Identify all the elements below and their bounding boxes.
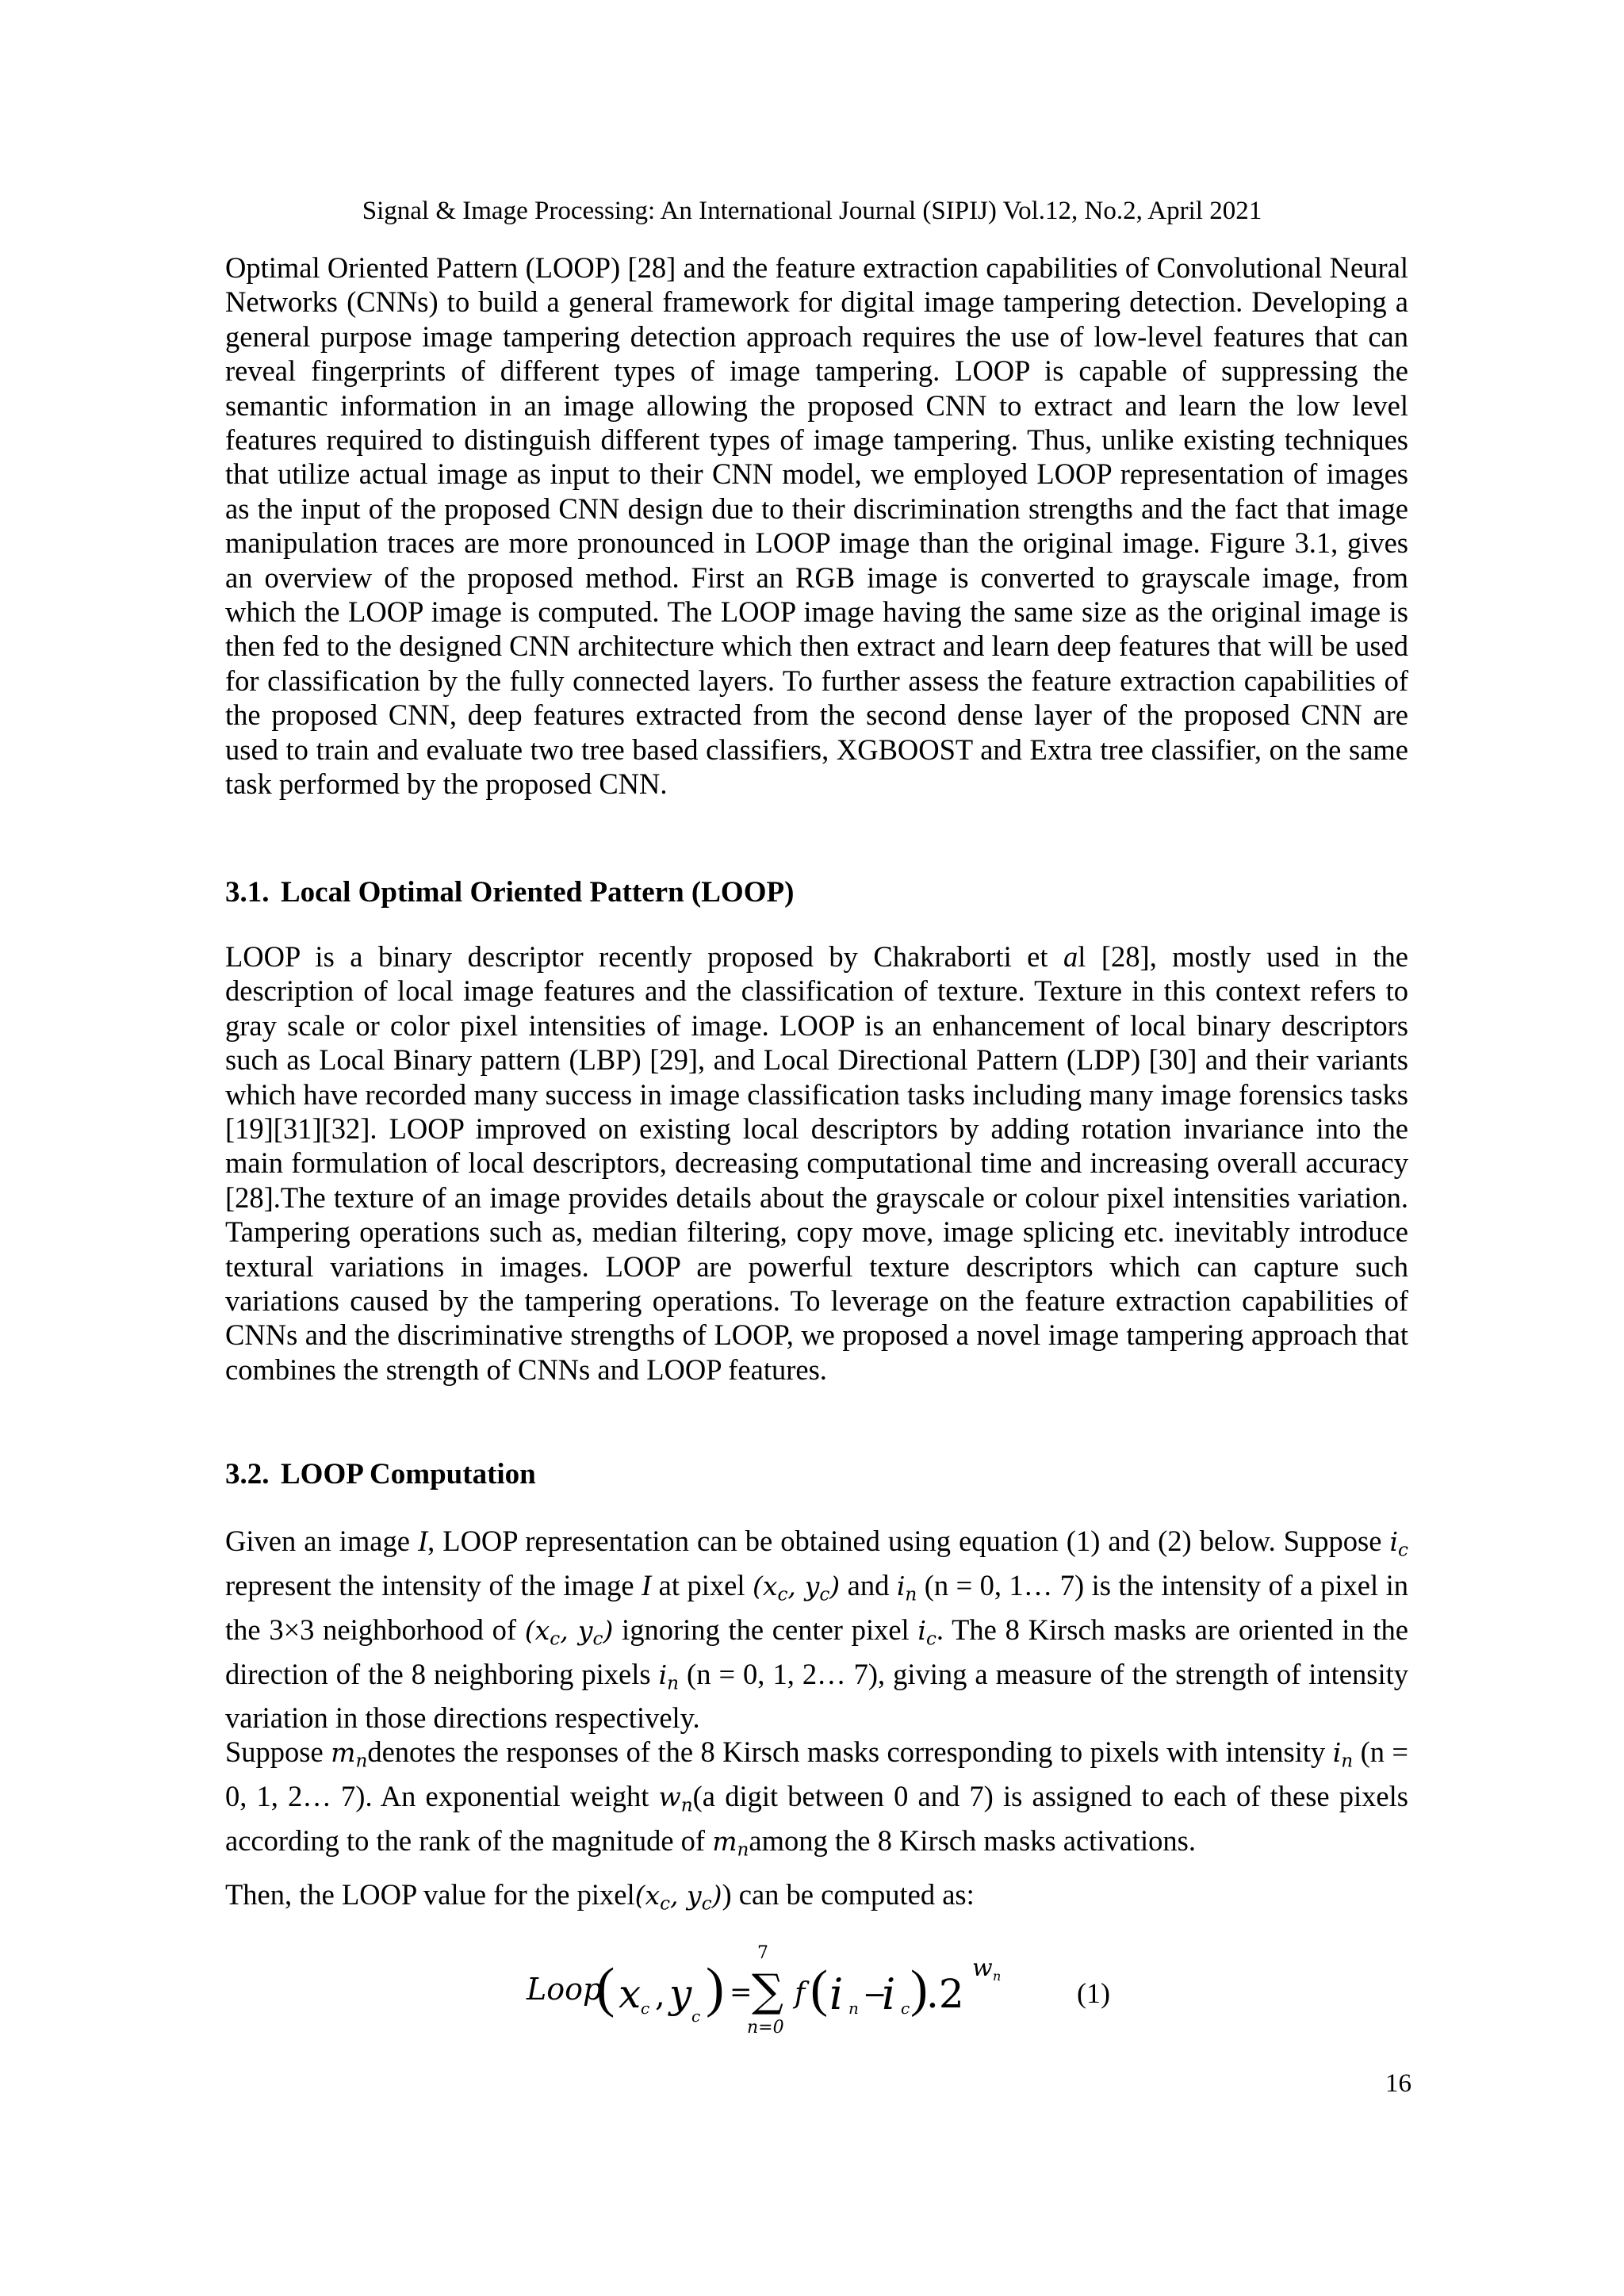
text-run: Suppose xyxy=(225,1735,331,1768)
running-header: Signal & Image Processing: An International Journal (SIPIJ) Vol.12, No.2, April 2021 xyxy=(362,197,1262,225)
math-in: $i_n$ xyxy=(658,1659,680,1694)
sub-n: n xyxy=(848,1999,859,2018)
section-3-1-body xyxy=(225,939,1408,1387)
sub-c: c xyxy=(641,1999,650,2018)
equation-1 xyxy=(0,1927,1624,2053)
paragraph xyxy=(225,1877,1408,1922)
open-paren: ( xyxy=(810,1960,828,2018)
var-x: x xyxy=(619,1971,642,2017)
section-title: LOOP Computation xyxy=(281,1458,536,1490)
var-y: y xyxy=(669,1971,692,2017)
section-heading-3-1 xyxy=(225,875,1408,910)
equation-number: (1) xyxy=(1077,1977,1110,2009)
section-number: 3.1. xyxy=(225,876,270,909)
section-title: Local Optimal Oriented Pattern (LOOP) xyxy=(281,876,795,909)
text-run: Then, the LOOP value for the pixel xyxy=(225,1878,635,1911)
equation-lhs: Loop xyxy=(527,1972,603,2007)
math-mn: $m_n$ xyxy=(331,1737,368,1772)
math-xc-yc: ($x_c$, $y_c$) xyxy=(634,1880,722,1915)
equation-svg xyxy=(0,1927,1624,2053)
paragraph xyxy=(225,1524,1408,1735)
section-3-2-paragraph-2 xyxy=(225,1735,1408,1868)
paragraph xyxy=(225,1735,1408,1868)
text-run: ) can be computed as: xyxy=(722,1878,975,1911)
var-i-n: i xyxy=(829,1969,844,2019)
text-run: and xyxy=(840,1568,897,1601)
close-paren: ) xyxy=(706,1957,725,2019)
section-3-2-paragraph-1 xyxy=(225,1524,1408,1735)
math-wn: $w_n$ xyxy=(658,1781,693,1816)
text-run: ignoring the center pixel xyxy=(613,1613,918,1646)
minus-sign: − xyxy=(863,1979,887,2011)
section-3-2-paragraph-3 xyxy=(225,1877,1408,1922)
text-run: represent the intensity of the image xyxy=(225,1568,642,1601)
italic-run: I xyxy=(417,1525,428,1557)
page-number: 16 xyxy=(1385,2069,1411,2098)
sub-c: c xyxy=(901,1999,910,2018)
close-paren: ) xyxy=(910,1960,928,2018)
math-in: $i_n$ xyxy=(1332,1737,1354,1772)
text-run: , LOOP representation can be obtained using equation (1) and (2) below. Suppose xyxy=(427,1525,1390,1557)
text-run: among the 8 Kirsch masks activations. xyxy=(749,1823,1197,1857)
comma: , xyxy=(655,1977,665,2014)
math-ic: $i_c$ xyxy=(1389,1526,1408,1561)
math-mn: $m_n$ xyxy=(712,1825,749,1861)
text-run: l [28], mostly used in the description of local image features and the classification of texture. Texture in this context refers to gray scale or color pixel intensities of image. LOOP is an enhancement of local binary descriptors such as Local Binary pattern (LBP) [29], and Local Directional Pattern (LDP) [30] and their variants which have recorded many success in image classification tasks including many image forensics tasks [19][31][32]. LOOP improved on existing local descriptors by adding rotation invariance into the main formulation of local descriptors, decreasing computational time and increasing overall accuracy [28].The texture of an image provides details about the grayscale or colour pixel intensities variation. Tampering operations such as, median filtering, copy move, image splicing etc. inevitably introduce textural variations in images. LOOP are powerful texture descriptors which can capture such variations caused by the tampering operations. To leverage on the feature extraction capabilities of CNNs and the discriminative strengths of LOOP, we proposed a novel image tampering approach that combines the strength of CNNs and LOOP features. xyxy=(225,940,1408,1386)
math-ic: $i_c$ xyxy=(917,1614,936,1650)
exponent-w: w xyxy=(972,1954,993,1982)
sub-c: c xyxy=(691,2007,701,2026)
text-run: (n = 0, 1, 2… 7), giving a measure of the strength of intensity variation in those directions respectively. xyxy=(225,1657,1408,1735)
open-paren: ( xyxy=(596,1957,615,2019)
func-f: f xyxy=(795,1977,806,2010)
text-run: at pixel xyxy=(651,1568,753,1601)
math-in: $i_n$ xyxy=(896,1570,917,1605)
exponent-sub-n: n xyxy=(993,1969,1002,1984)
section-heading-3-2 xyxy=(225,1457,1408,1492)
section-3-1-paragraph xyxy=(225,939,1408,1387)
intro-text: Optimal Oriented Pattern (LOOP) [28] and the feature extraction capabilities of Convolutional Neural Networks (CNNs) to build a general framework for digital image tampering detection. Developing a general purpose image tampering detection approach requires the use of low-level features that can reveal fingerprints of different types of image tampering. LOOP is capable of suppressing the semantic information in an image allowing the proposed CNN to extract and learn the low level features required to distinguish different types of image tampering. Thus, unlike existing techniques that utilize actual image as input to their CNN model, we employed LOOP representation of images as the input of the proposed CNN design due to their discrimination strengths and the fact that image manipulation traces are more pronounced in LOOP image than the original image. Figure 3.1, gives an overview of the proposed method. First an RGB image is converted to grayscale image, from which the LOOP image is computed. The LOOP image having the same size as the original image is then fed to the designed CNN architecture which then extract and learn deep features that will be used for classification by the fully connected layers. To further assess the feature extraction capabilities of the proposed CNN, deep features extracted from the second dense layer of the proposed CNN are used to train and evaluate two tree based classifiers, XGBOOST and Extra tree classifier, on the same task performed by the proposed CNN. xyxy=(225,251,1408,801)
text-run: LOOP is a binary descriptor recently proposed by Chakraborti et xyxy=(225,940,1064,973)
equals-sign: = xyxy=(730,1976,753,2008)
sum-lower: n=0 xyxy=(747,2018,784,2038)
text-run: (n = 0, 1… 7) is the intensity of a pixel in the 3×3 neighborhood of xyxy=(225,1568,1409,1646)
italic-run: I xyxy=(642,1568,652,1601)
text-run: Given an image xyxy=(225,1525,418,1557)
text-run: (a digit between 0 and 7) is assigned to each of these pixels according to the rank of the magnitude of xyxy=(225,1779,1408,1857)
text-run: . The 8 Kirsch masks are oriented in the direction of the 8 neighboring pixels xyxy=(225,1613,1408,1690)
intro-paragraph xyxy=(225,251,1408,802)
math-xc-yc: ($x_c$, $y_c$) xyxy=(752,1570,841,1605)
base-two: .2 xyxy=(926,1971,964,2017)
var-i-c: i xyxy=(882,1969,896,2019)
text-run: denotes the responses of the 8 Kirsch masks corresponding to pixels with intensity xyxy=(367,1735,1333,1768)
text-run: (n = 0, 1, 2… 7). An exponential weight xyxy=(225,1735,1408,1812)
section-number: 3.2. xyxy=(225,1458,270,1490)
sum-upper: 7 xyxy=(757,1943,768,1963)
sigma-symbol: ∑ xyxy=(752,1965,783,2017)
italic-run: a xyxy=(1063,940,1078,973)
math-xc-yc: ($x_c$, $y_c$) xyxy=(524,1614,614,1650)
